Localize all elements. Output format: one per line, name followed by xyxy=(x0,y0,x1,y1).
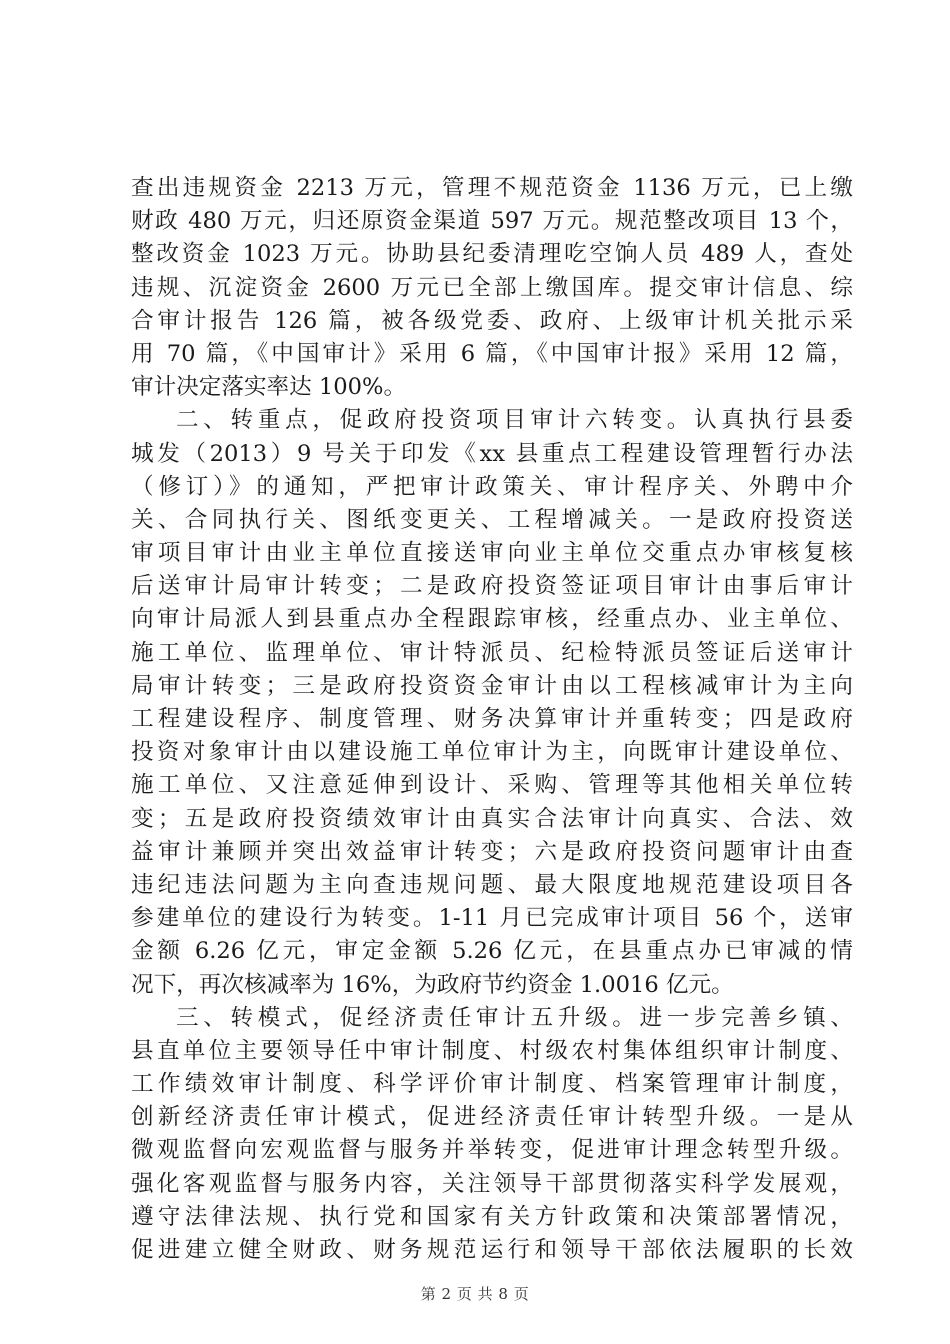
body-text xyxy=(131,172,853,1267)
text-line: 后送审计局审计转变；二是政府投资签证项目审计由事后审计 xyxy=(131,573,853,600)
text-line: 况下，再次核减率为 16%，为政府节约资金 1.0016 亿元。 xyxy=(131,971,734,998)
text-line: （修订）》的通知，严把审计政策关、审计程序关、外聘中介 xyxy=(131,473,853,500)
text-line: 遵守法律法规、执行党和国家有关方针政策和决策部署情况， xyxy=(131,1203,853,1230)
text-line: 关、合同执行关、图纸变更关、工程增减关。一是政府投资送 xyxy=(131,506,853,533)
text-line: 投资对象审计由以建设施工单位审计为主，向既审计建设单位、 xyxy=(131,739,853,766)
text-line: 财政 480 万元，归还原资金渠道 597 万元。规范整改项目 13 个， xyxy=(131,208,853,235)
text-line: 工程建设程序、制度管理、财务决算审计并重转变；四是政府 xyxy=(131,706,853,732)
text-line: 益审计兼顾并突出效益审计转变；六是政府投资问题审计由查 xyxy=(131,838,853,865)
text-line: 强化客观监督与服务内容，关注领导干部贯彻落实科学发展观， xyxy=(131,1170,853,1197)
text-line: 二、转重点，促政府投资项目审计六转变。认真执行县委 xyxy=(176,407,853,434)
text-line: 审计决定落实率达 100%。 xyxy=(131,374,407,401)
text-line: 促进建立健全财政、财务规范运行和领导干部依法履职的长效 xyxy=(131,1237,853,1263)
text-line: 变；五是政府投资绩效审计由真实合法审计向真实、合法、效 xyxy=(131,805,853,832)
text-line: 施工单位、又注意延伸到设计、采购、管理等其他相关单位转 xyxy=(131,772,853,799)
text-line: 微观监督向宏观监督与服务并举转变，促进审计理念转型升级。 xyxy=(131,1137,853,1164)
page-number-footer: 第 2 页 共 8 页 xyxy=(420,1285,530,1303)
text-line: 违规、沉淀资金 2600 万元已全部上缴国库。提交审计信息、综 xyxy=(131,274,853,301)
text-line: 城发（2013）9 号关于印发《xx 县重点工程建设管理暂行办法 xyxy=(131,440,853,467)
text-line: 施工单位、监理单位、审计特派员、纪检特派员签证后送审计 xyxy=(131,639,853,666)
text-line: 查出违规资金 2213 万元，管理不规范资金 1136 万元，已上缴 xyxy=(131,175,853,201)
text-line: 三、转模式，促经济责任审计五升级。进一步完善乡镇、 xyxy=(176,1004,853,1031)
text-line: 审项目审计由业主单位直接送审向业主单位交重点办审核复核 xyxy=(131,540,853,567)
text-line: 县直单位主要领导任中审计制度、村级农村集体组织审计制度、 xyxy=(131,1037,853,1064)
text-line: 金额 6.26 亿元，审定金额 5.26 亿元，在县重点办已审减的情 xyxy=(131,938,853,965)
text-line: 违纪违法问题为主向查违规问题、最大限度地规范建设项目各 xyxy=(131,871,853,898)
text-line: 参建单位的建设行为转变。1-11 月已完成审计项目 56 个，送审 xyxy=(131,905,853,932)
text-line: 整改资金 1023 万元。协助县纪委清理吃空饷人员 489 人，查处 xyxy=(131,241,853,268)
text-line: 向审计局派人到县重点办全程跟踪审核，经重点办、业主单位、 xyxy=(131,606,853,633)
text-line: 用 70 篇，《中国审计》采用 6 篇，《中国审计报》采用 12 篇， xyxy=(131,340,853,367)
text-line: 合审计报告 126 篇，被各级党委、政府、上级审计机关批示采 xyxy=(131,307,853,334)
text-line: 工作绩效审计制度、科学评价审计制度、档案管理审计制度， xyxy=(131,1071,853,1098)
text-line: 局审计转变；三是政府投资资金审计由以工程核减审计为主向 xyxy=(131,672,853,699)
text-line: 创新经济责任审计模式，促进经济责任审计转型升级。一是从 xyxy=(131,1104,853,1131)
